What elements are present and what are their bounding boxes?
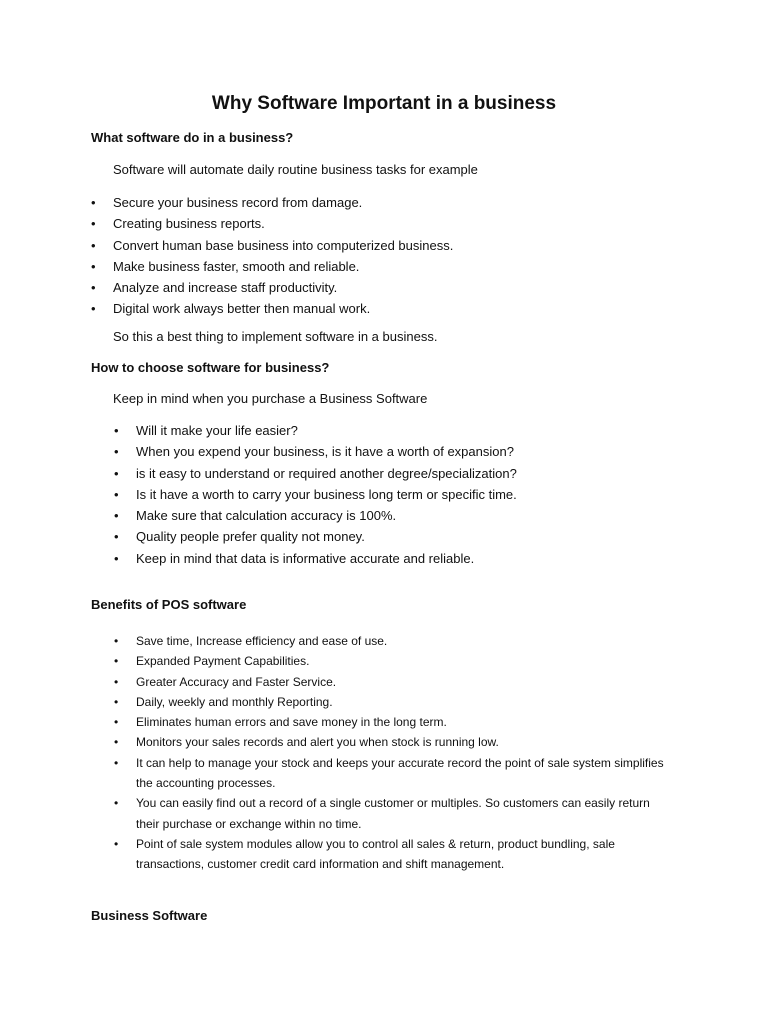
list-item (114, 526, 517, 547)
list-item-text: Expanded Payment Capabilities. (136, 654, 310, 669)
bullet-list-what-software (91, 192, 453, 320)
bullet-icon: • (114, 735, 119, 750)
list-item-text: Creating business reports. (113, 216, 265, 232)
list-item (114, 505, 517, 526)
list-item (114, 420, 517, 441)
list-item (91, 298, 453, 319)
list-item (114, 712, 676, 732)
list-item (91, 213, 453, 234)
list-item-text: It can help to manage your stock and keeps your accurate record the point of sale system simplifies the accounting processes. (136, 755, 664, 791)
section-heading-business-software: Business Software (91, 908, 208, 923)
section-intro-how-to-choose: Keep in mind when you purchase a Business Software (113, 391, 428, 406)
bullet-icon: • (114, 465, 119, 481)
bullet-icon: • (114, 529, 119, 545)
list-item-text: Is it have a worth to carry your business long term or specific time. (136, 486, 517, 502)
list-item (114, 484, 517, 505)
list-item-text: Monitors your sales records and alert you when stock is running low. (136, 735, 499, 750)
bullet-icon: • (114, 444, 119, 460)
list-item-text: Make sure that calculation accuracy is 100%. (136, 508, 397, 524)
list-item-text: Point of sale system modules allow you to control all sales & return, product bundling, sale transactions, customer credit card information and shift management. (136, 836, 615, 872)
bullet-list-how-to-choose (114, 420, 517, 569)
list-item (114, 834, 676, 875)
list-item-text: is it easy to understand or required another degree/specialization? (136, 465, 517, 481)
list-item-text: Will it make your life easier? (136, 423, 298, 438)
bullet-icon: • (91, 216, 96, 232)
bullet-icon: • (114, 654, 119, 669)
list-item (114, 631, 676, 651)
bullet-icon: • (114, 715, 119, 730)
list-item-text: Analyze and increase staff productivity. (113, 280, 338, 296)
list-item-text: Eliminates human errors and save money in the long term. (136, 715, 447, 730)
list-item-text: Secure your business record from damage. (113, 195, 363, 210)
bullet-icon: • (114, 796, 119, 811)
list-item (114, 692, 676, 712)
bullet-icon: • (114, 674, 119, 689)
list-item (91, 192, 453, 213)
list-item (114, 793, 676, 834)
bullet-icon: • (114, 755, 119, 770)
section-heading-pos-benefits: Benefits of POS software (91, 597, 247, 612)
bullet-icon: • (114, 836, 119, 851)
bullet-icon: • (91, 301, 96, 317)
list-item-text: When you expend your business, is it have a worth of expansion? (136, 444, 514, 460)
list-item (114, 732, 676, 752)
list-item-text: Keep in mind that data is informative accurate and reliable. (136, 550, 475, 566)
bullet-icon: • (91, 280, 96, 296)
bullet-icon: • (91, 195, 96, 210)
list-item (114, 463, 517, 484)
list-item-text: Greater Accuracy and Faster Service. (136, 674, 337, 689)
list-item-text: You can easily find out a record of a single customer or multiples. So customers can easily return their purchase or exchange within no time. (136, 796, 650, 831)
list-item (114, 753, 676, 794)
list-item (114, 651, 676, 671)
list-item (114, 548, 517, 569)
bullet-icon: • (91, 258, 96, 274)
section-heading-how-to-choose: How to choose software for business? (91, 360, 330, 375)
bullet-icon: • (114, 550, 119, 566)
list-item (114, 441, 517, 462)
list-item-text: Daily, weekly and monthly Reporting. (136, 694, 333, 709)
section-outro-what-software: So this a best thing to implement software in a business. (113, 329, 438, 344)
list-item-text: Save time, Increase efficiency and ease of use. (136, 634, 388, 648)
section-heading-what-software: What software do in a business? (91, 130, 294, 145)
bullet-list-pos-benefits (114, 631, 676, 875)
list-item-text: Quality people prefer quality not money. (136, 529, 365, 545)
bullet-icon: • (114, 423, 119, 438)
bullet-icon: • (91, 237, 96, 253)
section-intro-what-software: Software will automate daily routine business tasks for example (113, 162, 478, 177)
bullet-icon: • (114, 634, 119, 648)
bullet-icon: • (114, 694, 119, 709)
page-title: Why Software Important in a business (211, 93, 557, 114)
list-item-text: Make business faster, smooth and reliable. (113, 258, 360, 274)
bullet-icon: • (114, 486, 119, 502)
list-item-text: Digital work always better then manual work. (113, 301, 371, 317)
bullet-icon: • (114, 508, 119, 524)
list-item-text: Convert human base business into computerized business. (113, 237, 454, 253)
list-item (114, 672, 676, 692)
list-item (91, 256, 453, 277)
list-item (91, 235, 453, 256)
list-item (91, 277, 453, 298)
